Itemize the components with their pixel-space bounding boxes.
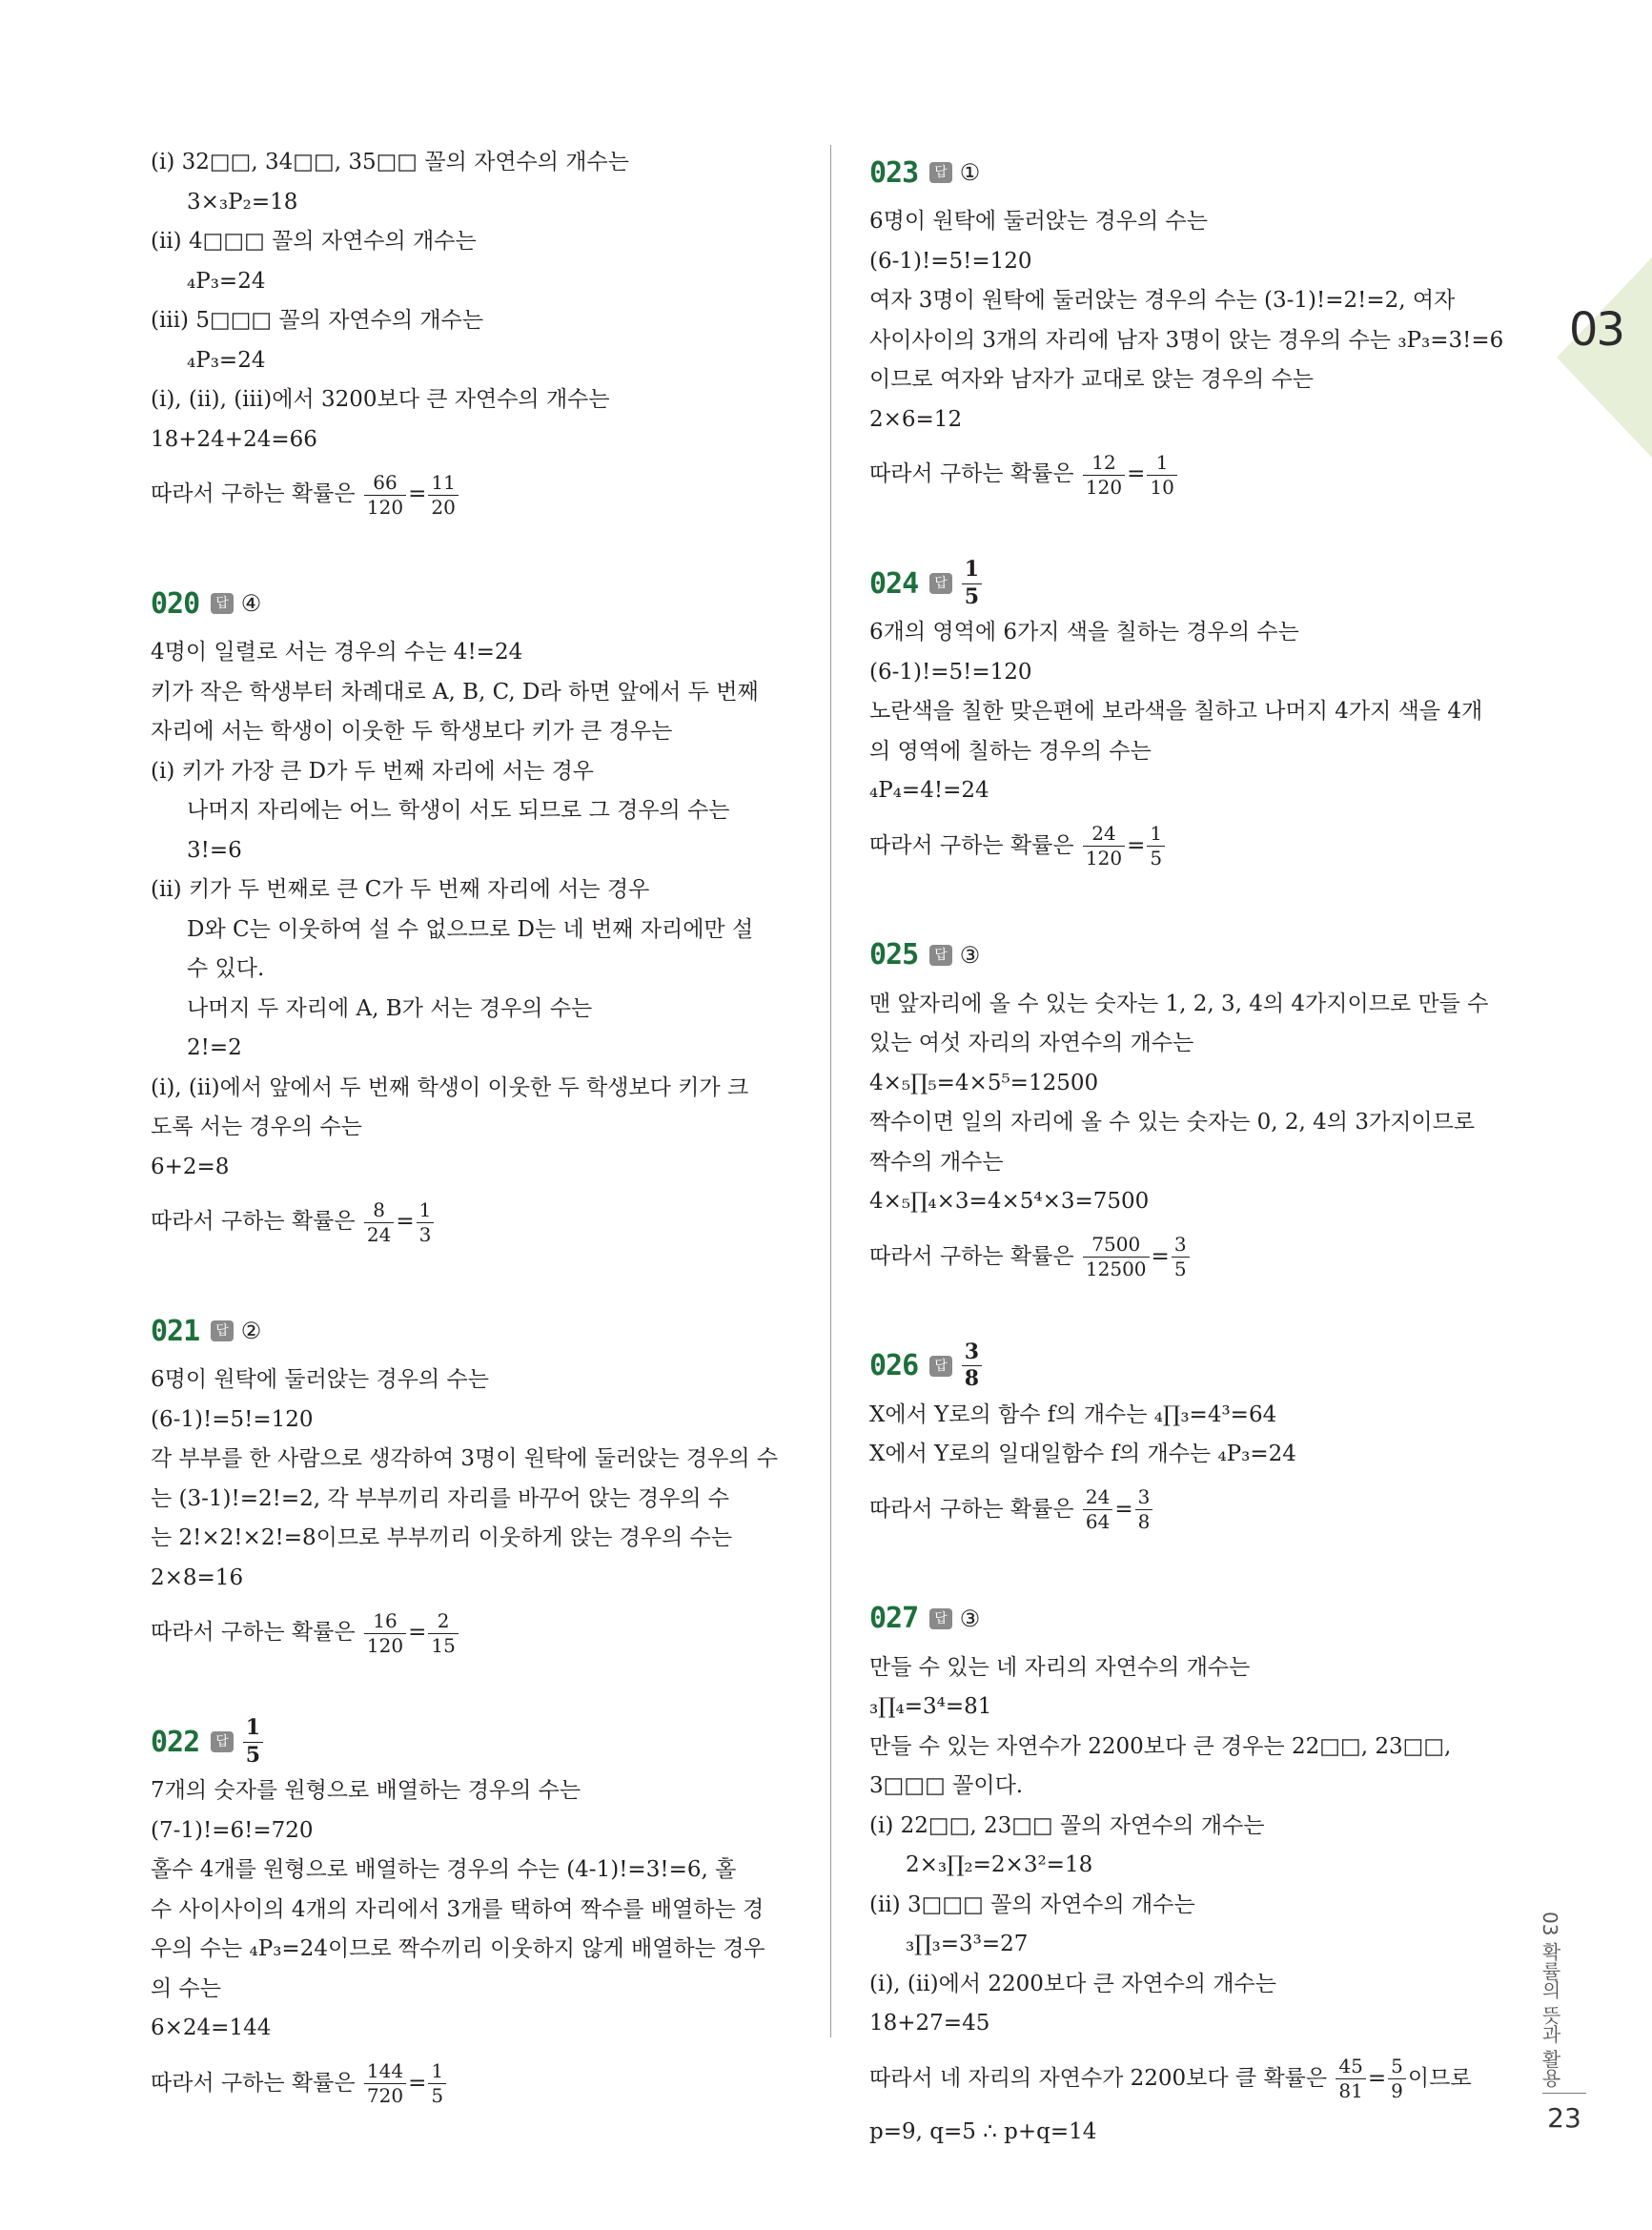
- fraction-denominator: 5: [1172, 1257, 1190, 1279]
- answer-choice: ③: [959, 1605, 981, 1632]
- fraction: [1135, 1487, 1153, 1532]
- problem-header: [869, 1589, 1518, 1648]
- solution-line: 우의 수는 ₄P₃=24이므로 짝수끼리 이웃하지 않게 배열하는 경우: [151, 1936, 765, 1961]
- solution-line: 의 영역에 칠하는 경우의 수는: [869, 738, 1152, 764]
- problem-number: 022: [151, 1725, 200, 1759]
- answer-badge: 답: [929, 573, 952, 594]
- right-column: [869, 143, 1518, 2152]
- fraction: [1172, 1235, 1190, 1279]
- answer-badge: 답: [929, 1356, 952, 1377]
- solution-line: 4×₅∏₅=4×5⁵=12500: [869, 1070, 1099, 1095]
- solution-line: 는 (3-1)!=2!=2, 각 부부끼리 자리를 바꾸어 앉는 경우의 수: [151, 1485, 730, 1511]
- solution-line: (6-1)!=5!=120: [869, 248, 1032, 274]
- page-number: 23: [1547, 2102, 1581, 2134]
- fraction-numerator: 24: [1091, 822, 1116, 845]
- probability-label: 따라서 구하는 확률은: [869, 1243, 1081, 1269]
- fraction: [428, 470, 458, 519]
- problem-number: 023: [869, 155, 919, 190]
- solution-line: ₄P₄=4!=24: [869, 778, 989, 803]
- solution-line: 키가 작은 학생부터 차례대로 A, B, C, D라 하면 앞에서 두 번째: [151, 679, 759, 705]
- solution-line: 나머지 두 자리에 A, B가 서는 경우의 수는: [187, 995, 593, 1021]
- answer-choice: ②: [240, 1318, 262, 1344]
- fraction-denominator: 120: [364, 1633, 406, 1656]
- fraction: [417, 1197, 435, 1246]
- solution-line: 사이사이의 3개의 자리에 남자 3명이 앉는 경우의 수는 ₃P₃=3!=6: [869, 327, 1504, 353]
- solution-line: (ⅰ) 32□□, 34□□, 35□□ 꼴의 자연수의 개수는: [151, 150, 629, 174]
- solution-line: ₃∏₄=3⁴=81: [869, 1694, 992, 1719]
- chapter-number: 03: [1568, 303, 1623, 357]
- answer-choice: ④: [240, 590, 262, 617]
- fraction-numerator: 1: [1150, 822, 1163, 845]
- fraction-numerator: 1: [431, 2059, 444, 2082]
- solution-line: 만들 수 있는 네 자리의 자연수의 개수는: [869, 1654, 1251, 1680]
- probability-label: 따라서 구하는 확률은: [151, 481, 362, 506]
- problem-header: [869, 926, 1518, 985]
- answer-badge: 답: [211, 593, 234, 614]
- answer-badge: 답: [929, 162, 952, 183]
- probability-label: 따라서 구하는 확률은: [151, 2070, 362, 2096]
- solution-line: 짝수의 개수는: [869, 1149, 1004, 1175]
- problem-header: [869, 1337, 1518, 1396]
- solution-line: 노란색을 칠한 맞은편에 보라색을 칠하고 나머지 4가지 색을 4개: [869, 699, 1483, 724]
- page-number-rule: [1542, 2093, 1586, 2094]
- section-spacer: [151, 1256, 799, 1301]
- probability-line: 따라서 구하는 확률은 $\frac{24}{120}$ = $\frac{1}{5}$: [869, 811, 1518, 880]
- fraction: [1147, 450, 1176, 499]
- section-spacer: [151, 528, 799, 574]
- fraction-denominator: 10: [1147, 475, 1176, 498]
- fraction: [428, 1608, 458, 1657]
- answer-choice: ①: [959, 159, 981, 186]
- fraction-denominator: 5: [243, 1742, 263, 1767]
- fraction-denominator: 12500: [1083, 1257, 1150, 1279]
- problem-number: 027: [869, 1602, 919, 1635]
- solution-line: 6×24=144: [151, 2015, 272, 2040]
- solution-line: X에서 Y로의 일대일함수 f의 개수는 ₄P₃=24: [869, 1442, 1296, 1466]
- fraction-numerator: 1: [964, 557, 980, 583]
- probability-label: 따라서 구하는 확률은: [151, 1620, 362, 1645]
- fraction-numerator: 3: [1137, 1485, 1151, 1508]
- fraction: [1147, 824, 1165, 869]
- fraction-numerator: 24: [1085, 1485, 1111, 1508]
- solution-line: (ⅰ), (ⅱ)에서 앞에서 두 번째 학생이 이웃한 두 학생보다 키가 크: [151, 1074, 749, 1100]
- solution-line: 2×6=12: [869, 406, 963, 432]
- problem-number: 021: [151, 1314, 200, 1348]
- solution-line: 도록 서는 경우의 수는: [151, 1115, 362, 1139]
- solution-line: 3□□□ 꼴이다.: [869, 1773, 1024, 1798]
- fraction-denominator: 120: [1083, 846, 1125, 869]
- solution-line: (ⅰ) 키가 가장 큰 D가 두 번째 자리에 서는 경우: [151, 758, 595, 784]
- fraction-numerator: 11: [431, 470, 456, 494]
- fraction-denominator: 5: [1147, 846, 1165, 869]
- solution-line: X에서 Y로의 함수 f의 개수는 ₄∏₃=4³=64: [869, 1401, 1277, 1427]
- probability-label: 따라서 구하는 확률은: [151, 1209, 362, 1234]
- solution-line: ₄P₃=24: [187, 268, 266, 294]
- fraction-numerator: 66: [373, 470, 398, 494]
- fraction: [1083, 450, 1125, 499]
- fraction-numerator: 3: [1173, 1233, 1187, 1256]
- fraction: [1083, 824, 1125, 869]
- solution-line: (ⅰ), (ⅱ)에서 2200보다 큰 자연수의 개수는: [869, 1971, 1276, 1996]
- fraction: [364, 1608, 406, 1657]
- solution-line: (ⅰ) 22□□, 23□□ 꼴의 자연수의 개수는: [869, 1812, 1265, 1838]
- fraction-numerator: 7500: [1091, 1233, 1141, 1256]
- fraction: [1083, 1235, 1150, 1279]
- probability-label: 따라서 구하는 확률은: [869, 1496, 1081, 1522]
- fraction-denominator: 8: [962, 1365, 982, 1390]
- answer-badge: 답: [929, 945, 952, 966]
- probability-line: 따라서 구하는 확률은 $\frac{16}{120}$ = $\frac{2}{15}$: [151, 1598, 799, 1667]
- solution-line: 있는 여섯 자리의 자연수의 개수는: [869, 1031, 1194, 1055]
- fraction-numerator: 2: [437, 1608, 450, 1632]
- answer-fraction: [962, 1341, 982, 1390]
- solution-line: (6-1)!=5!=120: [151, 1406, 314, 1432]
- section-spacer: [151, 1667, 799, 1712]
- solution-line: 18+24+24=66: [151, 426, 317, 452]
- probability-line: 따라서 네 자리의 자연수가 2200보다 클 확률은 $\frac{45}{81}$ = $\frac{5}{9}$ 이므로: [869, 2055, 1472, 2102]
- fraction: [1336, 2056, 1365, 2101]
- fraction-denominator: 24: [364, 1222, 394, 1245]
- solution-line: 각 부부를 한 사람으로 생각하여 3명이 원탁에 둘러앉는 경우의 수: [151, 1446, 779, 1471]
- solution-line: D와 C는 이웃하여 설 수 없으므로 D는 네 번째 자리에만 설: [187, 916, 754, 942]
- fraction-denominator: 720: [364, 2083, 406, 2106]
- solution-line: 2!=2: [187, 1035, 242, 1060]
- fraction-numerator: 45: [1338, 2055, 1363, 2077]
- solution-line: 2×₃∏₂=2×3²=18: [906, 1852, 1093, 1877]
- fraction-numerator: 144: [366, 2059, 404, 2082]
- section-spacer: [869, 508, 1518, 554]
- problem-header: [869, 143, 1518, 202]
- probability-line: 따라서 구하는 확률은 $\frac{12}{120}$ = $\frac{1}{10}$: [869, 440, 1518, 508]
- solution-line: (ⅱ) 4□□□ 꼴의 자연수의 개수는: [151, 229, 477, 254]
- solution-line: 3!=6: [187, 837, 242, 863]
- fraction: [428, 2061, 446, 2106]
- probability-label: 따라서 네 자리의 자연수가 2200보다 클 확률은: [869, 2065, 1335, 2091]
- problem-number: 024: [869, 566, 919, 601]
- solution-line: 맨 앞자리에 올 수 있는 숫자는 1, 2, 3, 4의 4가지이므로 만들 수: [869, 991, 1489, 1016]
- fraction: [364, 1197, 394, 1246]
- fraction-denominator: 9: [1388, 2078, 1406, 2101]
- probability-line: 따라서 구하는 확률은 $\frac{144}{720}$ = $\frac{1}{5}$: [151, 2049, 799, 2117]
- chapter-tab: [1557, 257, 1652, 458]
- answer-fraction: [962, 559, 982, 607]
- section-spacer: [869, 880, 1518, 926]
- probability-line: 따라서 구하는 확률은 $\frac{24}{64}$ = $\frac{3}{8}$: [869, 1475, 1518, 1544]
- problem-header: [869, 554, 1518, 613]
- section-spacer: [869, 1544, 1518, 1589]
- fraction-denominator: 5: [962, 583, 982, 608]
- solution-line: p=9, q=5 ∴ p+q=14: [869, 2118, 1097, 2144]
- fraction: [364, 470, 406, 519]
- fraction-denominator: 120: [364, 495, 406, 518]
- probability-line: 따라서 구하는 확률은 $\frac{66}{120}$ = $\frac{11}{20}$: [151, 460, 799, 528]
- solution-line: (ⅲ) 5□□□ 꼴의 자연수의 개수는: [151, 308, 484, 333]
- answer-badge: 답: [211, 1731, 234, 1752]
- column-divider: [830, 145, 831, 2037]
- solution-line: (ⅱ) 3□□□ 꼴의 자연수의 개수는: [869, 1892, 1195, 1917]
- solution-line: 4×₅∏₄×3=4×5⁴×3=7500: [869, 1189, 1150, 1214]
- fraction: [1388, 2056, 1406, 2101]
- solution-line: 짝수이면 일의 자리에 올 수 있는 숫자는 0, 2, 4의 3가지이므로: [869, 1110, 1476, 1135]
- fraction-denominator: 64: [1083, 1509, 1112, 1532]
- solution-line: ₃∏₃=3³=27: [906, 1932, 1029, 1956]
- problem-header: [151, 1712, 799, 1771]
- solution-line: 수 사이사이의 4개의 자리에서 3개를 택하여 짝수를 배열하는 경: [151, 1896, 765, 1922]
- solution-line: 6명이 원탁에 둘러앉는 경우의 수는: [151, 1367, 489, 1392]
- fraction-numerator: 16: [373, 1608, 398, 1632]
- fraction-numerator: 1: [1155, 450, 1169, 474]
- section-spacer: [869, 1291, 1518, 1337]
- solution-line: 3×₃P₂=18: [187, 189, 298, 215]
- fraction-numerator: 8: [373, 1197, 385, 1221]
- fraction-numerator: 1: [245, 1715, 261, 1741]
- fraction: [364, 2061, 406, 2106]
- problem-number: 026: [869, 1349, 919, 1382]
- answer-fraction: [243, 1717, 263, 1766]
- solution-line: 여자 3명이 원탁에 둘러앉는 경우의 수는 (3-1)!=2!=2, 여자: [869, 288, 1456, 313]
- solution-line: 18+27=45: [869, 2011, 990, 2036]
- solution-line: 4명이 일렬로 서는 경우의 수는 4!=24: [151, 640, 523, 665]
- solution-line: 6+2=8: [151, 1154, 230, 1179]
- solution-line: 이므로 여자와 남자가 교대로 앉는 경우의 수는: [869, 367, 1315, 392]
- solution-line: 만들 수 있는 자연수가 2200보다 큰 경우는 22□□, 23□□,: [869, 1733, 1452, 1759]
- problem-number: 025: [869, 938, 919, 972]
- fraction-numerator: 12: [1091, 450, 1116, 474]
- fraction-denominator: 3: [417, 1222, 435, 1245]
- solution-line: 6명이 원탁에 둘러앉는 경우의 수는: [869, 209, 1208, 234]
- solution-line: (ⅱ) 키가 두 번째로 큰 C가 두 번째 자리에 서는 경우: [151, 877, 650, 902]
- solution-line: (ⅰ), (ⅱ), (ⅲ)에서 3200보다 큰 자연수의 개수는: [151, 387, 610, 412]
- fraction-numerator: 3: [964, 1339, 980, 1364]
- fraction-numerator: 1: [418, 1197, 432, 1221]
- fraction-denominator: 81: [1336, 2078, 1365, 2101]
- solution-line: 나머지 자리에는 어느 학생이 서도 되므로 그 경우의 수는: [187, 798, 730, 823]
- answer-badge: 답: [211, 1320, 234, 1341]
- solution-line: 6개의 영역에 6가지 색을 칠하는 경우의 수는: [869, 620, 1299, 644]
- fraction: [1083, 1487, 1112, 1532]
- solution-line: 홀수 4개를 원형으로 배열하는 경우의 수는 (4-1)!=3!=6, 홀: [151, 1857, 737, 1882]
- solution-line: 의 수는: [151, 1975, 221, 2001]
- solution-line: 수 있다.: [187, 956, 265, 981]
- probability-line: 따라서 구하는 확률은 $\frac{7500}{12500}$ = $\frac{3}{5}$: [869, 1222, 1518, 1291]
- fraction-denominator: 5: [428, 2083, 446, 2106]
- probability-suffix: 이므로: [1407, 2065, 1472, 2091]
- solution-line: 2×8=16: [151, 1565, 244, 1590]
- probability-line: 따라서 구하는 확률은 $\frac{8}{24}$ = $\frac{1}{3}$: [151, 1187, 799, 1256]
- answer-choice: ③: [959, 941, 981, 969]
- solution-line: (6-1)!=5!=120: [869, 659, 1032, 685]
- left-column: [151, 143, 799, 2117]
- answer-badge: 답: [929, 1608, 952, 1629]
- chapter-title: 03 확률의 뜻과 활용: [1539, 1912, 1561, 2088]
- problem-number: 020: [151, 586, 200, 621]
- solution-line: 자리에 서는 학생이 이웃한 두 학생보다 키가 큰 경우는: [151, 719, 673, 744]
- solution-line: 7개의 숫자를 원형으로 배열하는 경우의 수는: [151, 1778, 581, 1803]
- solution-line: 는 2!×2!×2!=8이므로 부부끼리 이웃하게 앉는 경우의 수는: [151, 1525, 733, 1550]
- fraction-denominator: 120: [1083, 475, 1125, 498]
- chapter-tab-shape: [1557, 257, 1652, 458]
- fraction-denominator: 20: [428, 495, 458, 518]
- probability-label: 따라서 구하는 확률은: [869, 461, 1081, 486]
- solution-line: (7-1)!=6!=720: [151, 1817, 314, 1843]
- solution-line: ₄P₃=24: [187, 347, 266, 373]
- fraction-denominator: 15: [428, 1633, 458, 1656]
- probability-label: 따라서 구하는 확률은: [869, 832, 1081, 858]
- problem-header: [151, 1301, 799, 1361]
- problem-header: [151, 574, 799, 633]
- fraction-denominator: 8: [1135, 1509, 1153, 1532]
- fraction-numerator: 5: [1391, 2055, 1403, 2077]
